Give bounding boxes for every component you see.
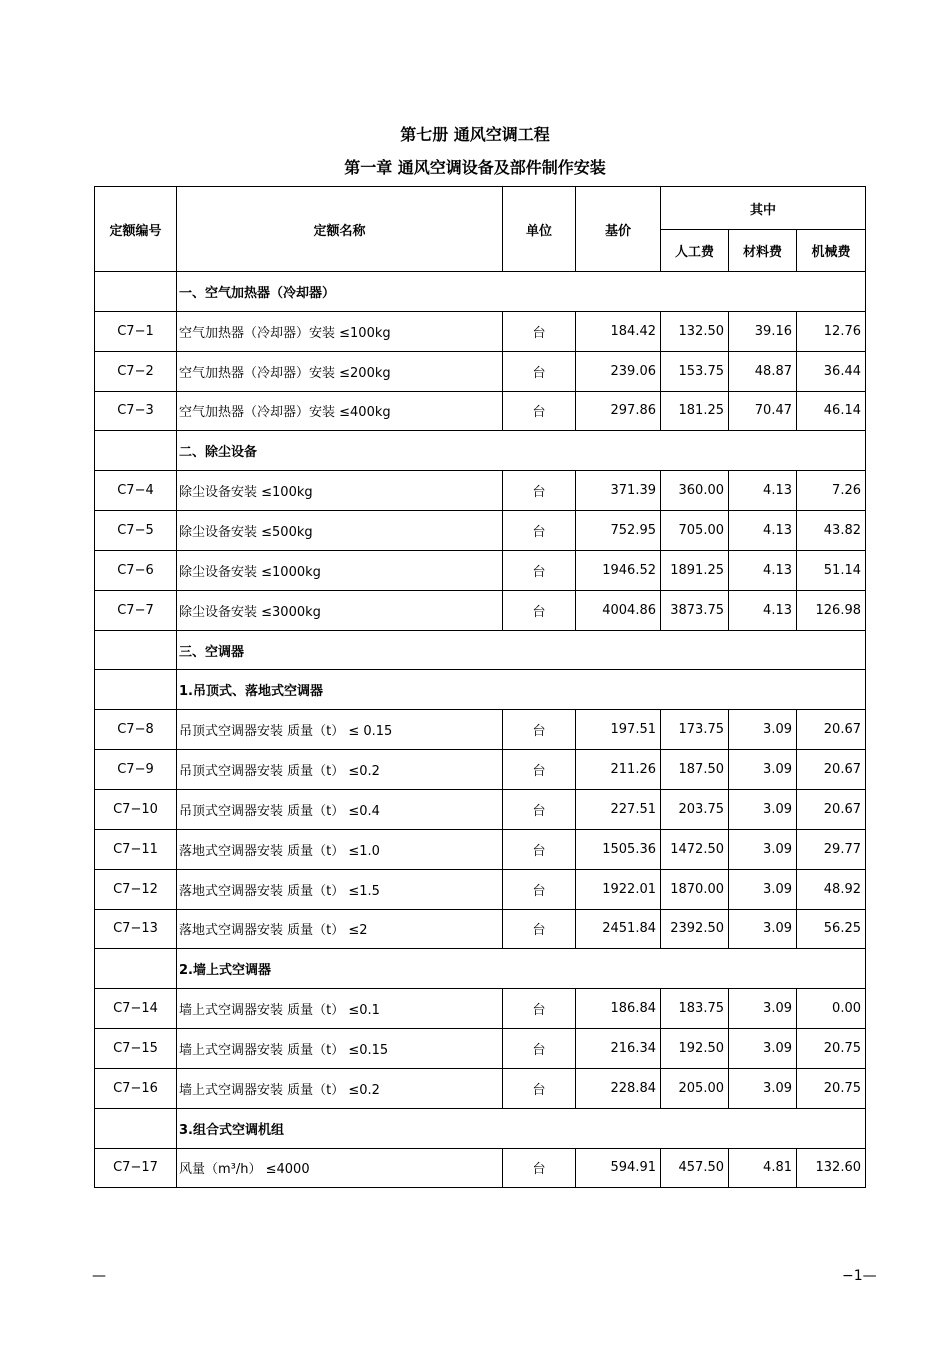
row-unit: 台 [503,351,576,391]
row-code: C7−10 [95,789,177,829]
section-title: 3.组合式空调机组 [177,1108,866,1148]
section-code-cell [95,949,177,989]
row-base-price: 2451.84 [576,909,661,949]
row-labor: 183.75 [661,989,729,1029]
section-code-cell [95,431,177,471]
row-labor: 187.50 [661,750,729,790]
row-unit: 台 [503,789,576,829]
row-unit: 台 [503,750,576,790]
row-labor: 1870.00 [661,869,729,909]
header-code: 定额编号 [95,187,177,272]
row-code: C7−4 [95,471,177,511]
row-labor: 181.25 [661,391,729,431]
section-code-cell [95,670,177,710]
row-material: 3.09 [729,989,797,1029]
volume-title: 第七册 通风空调工程 [400,125,550,144]
row-labor: 132.50 [661,311,729,351]
row-material: 3.09 [729,909,797,949]
row-unit: 台 [503,710,576,750]
row-name: 除尘设备安装 ≤1000kg [177,550,503,590]
section-row [95,1108,866,1148]
row-unit: 台 [503,1068,576,1108]
row-code: C7−9 [95,750,177,790]
row-labor: 457.50 [661,1148,729,1188]
row-base-price: 228.84 [576,1068,661,1108]
row-code: C7−6 [95,550,177,590]
table-row [95,989,866,1029]
row-machine: 56.25 [797,909,866,949]
row-labor: 360.00 [661,471,729,511]
header-unit: 单位 [503,187,576,272]
section-title: 2.墙上式空调器 [177,949,866,989]
row-name: 落地式空调器安装 质量（t） ≤1.5 [177,869,503,909]
row-unit: 台 [503,550,576,590]
table-row [95,590,866,630]
row-labor: 705.00 [661,511,729,551]
row-labor: 2392.50 [661,909,729,949]
chapter-title: 第一章 通风空调设备及部件制作安装 [344,158,606,177]
row-name: 墙上式空调器安装 质量（t） ≤0.2 [177,1068,503,1108]
row-material: 3.09 [729,789,797,829]
row-code: C7−11 [95,829,177,869]
row-name: 空气加热器（冷却器）安装 ≤200kg [177,351,503,391]
row-unit: 台 [503,1148,576,1188]
row-name: 吊顶式空调器安装 质量（t） ≤0.4 [177,789,503,829]
row-base-price: 197.51 [576,710,661,750]
table-row [95,909,866,949]
row-unit: 台 [503,391,576,431]
row-code: C7−3 [95,391,177,431]
row-machine: 20.67 [797,789,866,829]
row-machine: 20.67 [797,710,866,750]
row-machine: 126.98 [797,590,866,630]
row-base-price: 371.39 [576,471,661,511]
row-material: 4.13 [729,550,797,590]
row-material: 4.13 [729,590,797,630]
row-name: 落地式空调器安装 质量（t） ≤2 [177,909,503,949]
footer-left: — [92,1268,106,1284]
row-base-price: 594.91 [576,1148,661,1188]
row-code: C7−5 [95,511,177,551]
quota-table [94,186,866,1188]
section-title: 三、空调器 [177,630,866,670]
section-code-cell [95,630,177,670]
row-base-price: 239.06 [576,351,661,391]
row-name: 空气加热器（冷却器）安装 ≤100kg [177,311,503,351]
row-machine: 132.60 [797,1148,866,1188]
row-unit: 台 [503,909,576,949]
row-code: C7−12 [95,869,177,909]
row-code: C7−13 [95,909,177,949]
row-base-price: 1922.01 [576,869,661,909]
section-code-cell [95,272,177,312]
row-unit: 台 [503,471,576,511]
row-base-price: 186.84 [576,989,661,1029]
row-material: 3.09 [729,829,797,869]
row-base-price: 1946.52 [576,550,661,590]
row-code: C7−15 [95,1029,177,1069]
row-name: 墙上式空调器安装 质量（t） ≤0.1 [177,989,503,1029]
row-material: 39.16 [729,311,797,351]
row-machine: 36.44 [797,351,866,391]
row-code: C7−14 [95,989,177,1029]
row-labor: 192.50 [661,1029,729,1069]
row-material: 3.09 [729,710,797,750]
row-machine: 20.67 [797,750,866,790]
row-base-price: 184.42 [576,311,661,351]
row-unit: 台 [503,869,576,909]
section-row [95,272,866,312]
row-material: 3.09 [729,750,797,790]
row-name: 除尘设备安装 ≤100kg [177,471,503,511]
row-unit: 台 [503,311,576,351]
table-body [95,272,866,1188]
row-name: 除尘设备安装 ≤500kg [177,511,503,551]
row-machine: 43.82 [797,511,866,551]
table-row [95,351,866,391]
row-code: C7−8 [95,710,177,750]
section-title: 1.吊顶式、落地式空调器 [177,670,866,710]
row-labor: 203.75 [661,789,729,829]
row-name: 墙上式空调器安装 质量（t） ≤0.15 [177,1029,503,1069]
row-machine: 0.00 [797,989,866,1029]
row-machine: 46.14 [797,391,866,431]
section-title: 一、空气加热器（冷却器） [177,272,866,312]
table-row [95,471,866,511]
header-name: 定额名称 [177,187,503,272]
header-machine: 机械费 [797,230,866,272]
row-base-price: 211.26 [576,750,661,790]
row-unit: 台 [503,829,576,869]
section-code-cell [95,1108,177,1148]
table-row [95,1148,866,1188]
page-number: −1— [842,1268,877,1284]
table-row [95,710,866,750]
row-name: 落地式空调器安装 质量（t） ≤1.0 [177,829,503,869]
row-labor: 1472.50 [661,829,729,869]
section-row [95,670,866,710]
row-base-price: 297.86 [576,391,661,431]
row-material: 3.09 [729,1068,797,1108]
row-code: C7−17 [95,1148,177,1188]
row-code: C7−16 [95,1068,177,1108]
row-material: 4.81 [729,1148,797,1188]
row-unit: 台 [503,511,576,551]
table-row [95,1029,866,1069]
row-material: 4.13 [729,511,797,551]
table-row [95,511,866,551]
row-base-price: 227.51 [576,789,661,829]
table-row [95,789,866,829]
header-labor: 人工费 [661,230,729,272]
row-name: 吊顶式空调器安装 质量（t） ≤ 0.15 [177,710,503,750]
table-row [95,391,866,431]
row-unit: 台 [503,590,576,630]
row-labor: 153.75 [661,351,729,391]
section-row [95,630,866,670]
row-machine: 51.14 [797,550,866,590]
table-row [95,750,866,790]
section-title: 二、除尘设备 [177,431,866,471]
row-name: 除尘设备安装 ≤3000kg [177,590,503,630]
row-machine: 20.75 [797,1068,866,1108]
row-labor: 3873.75 [661,590,729,630]
row-name: 吊顶式空调器安装 质量（t） ≤0.2 [177,750,503,790]
row-code: C7−7 [95,590,177,630]
row-name: 风量（m³/h） ≤4000 [177,1148,503,1188]
row-machine: 29.77 [797,829,866,869]
row-labor: 173.75 [661,710,729,750]
row-material: 70.47 [729,391,797,431]
header-of-which: 其中 [661,187,866,230]
header-base-price: 基价 [576,187,661,272]
row-material: 48.87 [729,351,797,391]
row-labor: 1891.25 [661,550,729,590]
section-row [95,949,866,989]
header-material: 材料费 [729,230,797,272]
table-row [95,1068,866,1108]
row-unit: 台 [503,989,576,1029]
row-unit: 台 [503,1029,576,1069]
row-machine: 12.76 [797,311,866,351]
row-machine: 48.92 [797,869,866,909]
row-code: C7−1 [95,311,177,351]
row-machine: 7.26 [797,471,866,511]
row-labor: 205.00 [661,1068,729,1108]
row-base-price: 4004.86 [576,590,661,630]
table-row [95,550,866,590]
row-base-price: 1505.36 [576,829,661,869]
row-machine: 20.75 [797,1029,866,1069]
row-code: C7−2 [95,351,177,391]
row-base-price: 752.95 [576,511,661,551]
table-row [95,869,866,909]
row-material: 3.09 [729,869,797,909]
section-row [95,431,866,471]
table-row [95,311,866,351]
row-material: 4.13 [729,471,797,511]
row-name: 空气加热器（冷却器）安装 ≤400kg [177,391,503,431]
row-base-price: 216.34 [576,1029,661,1069]
table-row [95,829,866,869]
row-material: 3.09 [729,1029,797,1069]
